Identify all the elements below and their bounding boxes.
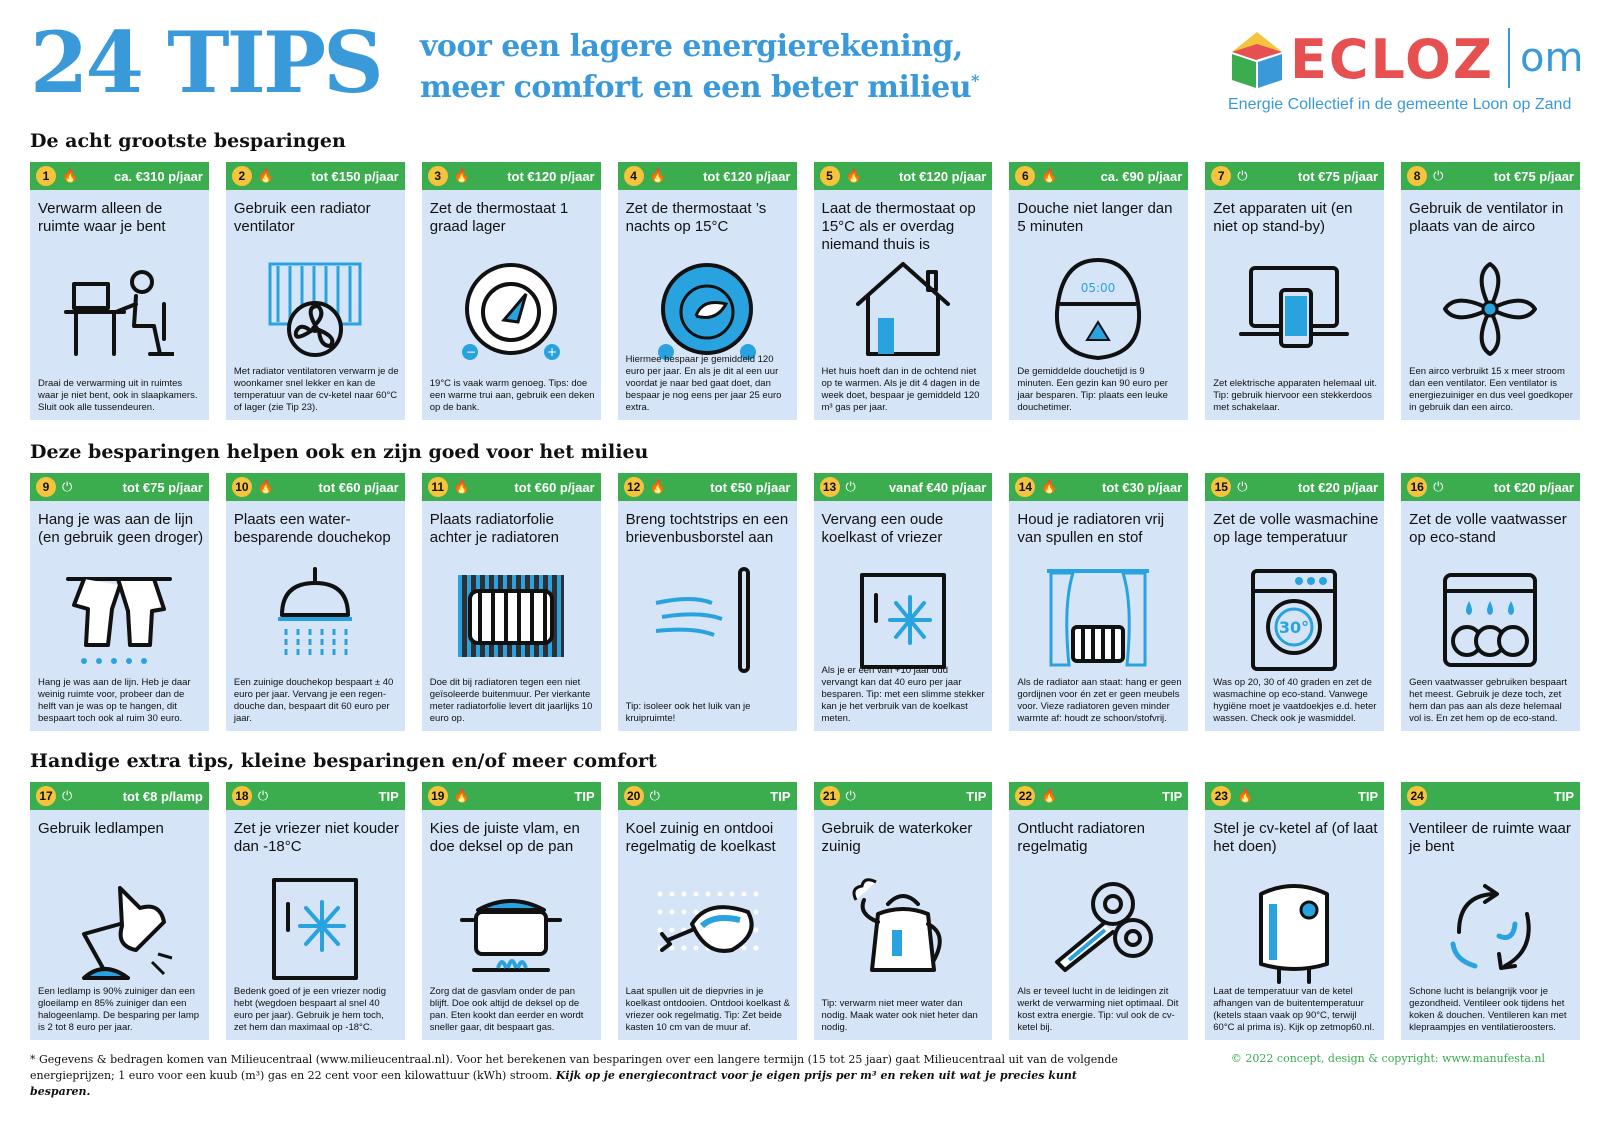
tip-description: Draai de verwarming uit in ruimtes waar je niet bent, ook in slaapkamers. Sluit ook alle tussendeuren.: [38, 378, 198, 413]
tip-title: Stel je cv-ketel af (of laat het doen): [1213, 820, 1378, 855]
tip-saving: vanaf €40 p/jaar: [888, 479, 987, 495]
tip-header: [30, 473, 209, 501]
tip-card-13: [814, 473, 993, 731]
freezer-illustration: [260, 874, 370, 984]
section-title: Deze besparingen helpen ook en zijn goed voor het milieu: [30, 441, 649, 463]
tip-header: [422, 782, 601, 810]
washing-machine-illustration: [1239, 565, 1349, 675]
tip-number: 13: [820, 477, 840, 497]
subtitle-line-1: voor een lagere energierekening,: [420, 29, 963, 64]
frozen-drumstick-illustration: [652, 874, 762, 984]
svg-text:+: +: [546, 345, 557, 359]
tip-header: [30, 782, 209, 810]
tip-saving: TIP: [574, 788, 595, 804]
header: [0, 0, 1600, 130]
ecloz-logo: [1228, 26, 1584, 126]
tip-card-6: [1009, 162, 1188, 420]
tip-header: [1009, 473, 1188, 501]
main-title: 24 TIPS: [30, 13, 381, 112]
house-illustration: [848, 254, 958, 364]
tip-number: 20: [624, 786, 644, 806]
tip-number: 2: [232, 166, 252, 186]
tip-title: Plaats een water-besparende douchekop: [233, 511, 391, 546]
footnote: [30, 1052, 1140, 1100]
tip-number: 7: [1211, 166, 1231, 186]
tip-description: Met radiator ventilatoren verwarm je de woonkamer snel lekker en kan de temperatuur van de cv-ketel naar 60°C of lager (zie Tip 23).: [233, 366, 399, 413]
tip-number: 5: [820, 166, 840, 186]
tip-title: Gebruik een radiator ventilator: [233, 200, 371, 235]
thermostat-illustration: [456, 254, 566, 364]
plug-icon: ⏻: [1433, 479, 1444, 494]
tip-header: [814, 473, 993, 501]
tip-description: Tip: isoleer ook het luik van je kruipruimte!: [625, 701, 751, 724]
footnote-mark: *: [971, 71, 979, 90]
tip-card-16: [1401, 473, 1580, 731]
ventilation-arrows-illustration: [1435, 874, 1545, 984]
tip-description: Als je er één van +10 jaar oud vervangt kan dat 40 euro per jaar besparen. Tip: met een slimme stekker kan je het verbruik van de koelkast meten.: [821, 665, 985, 724]
desk-lamp-illustration: [64, 874, 174, 984]
tip-saving: tot €120 p/jaar: [703, 168, 791, 184]
tip-number: 15: [1211, 477, 1231, 497]
tip-saving: ca. €90 p/jaar: [1100, 168, 1183, 184]
kettle-illustration: [848, 874, 958, 984]
tip-header: [30, 162, 209, 190]
tip-card-22: [1009, 782, 1188, 1040]
tip-description: Bedenk goed of je een vriezer nodig hebt (wegdoen bespaart al snel 40 euro per jaar). Gebruik je hem toch, zet hem dan maximaal op -18°C.: [233, 986, 386, 1033]
plug-icon: ⏻: [649, 788, 660, 803]
tip-card-12: [618, 473, 797, 731]
tip-number: 4: [624, 166, 644, 186]
tip-title: Koel zuinig en ontdooi regelmatig de koelkast: [625, 820, 776, 855]
dishwasher-illustration: [1435, 565, 1545, 675]
tip-number: 9: [36, 477, 56, 497]
tip-header: [1009, 782, 1188, 810]
timer-readout: 05:00: [1081, 281, 1116, 295]
flame-icon: 🔥: [257, 479, 275, 494]
tip-number: 24: [1407, 786, 1427, 806]
boiler-illustration: [1239, 874, 1349, 984]
tip-header: [1401, 782, 1580, 810]
tip-saving: tot €20 p/jaar: [1493, 479, 1574, 495]
tip-description: Als de radiator aan staat: hang er geen gordijnen voor én zet er geen meubels voor. Vieze radiatoren geven minder warmte af: houdt ze schoon/stofvrij.: [1017, 677, 1182, 724]
tip-saving: tot €120 p/jaar: [507, 168, 595, 184]
flame-icon: 🔥: [1237, 788, 1254, 803]
tip-description: Een ledlamp is 90% zuiniger dan een gloeilamp en 85% zuiniger dan een halogeenlamp. De besparing per lamp is 2 tot 8 euro per jaar.: [38, 986, 200, 1033]
tip-description: Laat de temperatuur van de ketel afhangen van de buitentemperatuur (ketels staan vaak op 90°C, terwijl 60°C al prima is). Kijk op zetmop60.nl.: [1213, 986, 1375, 1033]
shower-head-illustration: [260, 565, 370, 675]
tip-card-23: [1205, 782, 1384, 1040]
tips-grid-1: [30, 162, 1580, 420]
tip-header: [618, 782, 797, 810]
tip-header: [1205, 473, 1384, 501]
tip-description: Hang je was aan de lijn. Heb je daar weinig ruimte voor, probeer dan de helft van je was op te hangen, dit bespaart toch ook al ruim 30 euro.: [38, 677, 191, 724]
tip-card-20: [618, 782, 797, 1040]
tip-header: [226, 162, 405, 190]
tip-card-14: [1009, 473, 1188, 731]
tip-number: 22: [1015, 786, 1035, 806]
tip-card-2: [226, 162, 405, 420]
tip-card-4: [618, 162, 797, 420]
tip-card-5: [814, 162, 993, 420]
tip-title: Laat de thermostaat op 15°C als er overdag niemand thuis is: [821, 200, 976, 253]
flame-icon: 🔥: [649, 479, 666, 494]
tip-header: [814, 782, 993, 810]
tip-header: [1009, 162, 1188, 190]
tip-title: Zet de thermostaat ’s nachts op 15°C: [625, 200, 767, 235]
tip-title: Zet je vriezer niet kouder dan -18°C: [233, 820, 399, 855]
tip-description: Geen vaatwasser gebruiken bespaart het meest. Gebruik je deze toch, zet hem dan pas aan als deze helemaal vol is. En zet hem op de eco-stand.: [1409, 677, 1568, 724]
tip-title: Gebruik de ventilator in plaats van de airco: [1409, 200, 1564, 235]
plug-icon: ⏻: [1433, 168, 1444, 183]
tip-description: De gemiddelde douchetijd is 9 minuten. Een gezin kan 90 euro per jaar besparen. Tip: plaats een leuke douchetimer.: [1017, 366, 1168, 413]
tip-card-11: [422, 473, 601, 731]
section-title: Handige extra tips, kleine besparingen en/of meer comfort: [30, 750, 657, 772]
tip-card-9: [30, 473, 209, 731]
plug-icon: ⏻: [62, 479, 73, 494]
subtitle: [420, 30, 979, 105]
logo-wordmark: ECLOZ: [1290, 28, 1495, 91]
tip-saving: tot €60 p/jaar: [514, 479, 595, 495]
tip-number: 10: [232, 477, 252, 497]
tip-card-7: [1205, 162, 1384, 420]
tip-number: 1: [36, 166, 56, 186]
flame-icon: 🔥: [257, 168, 275, 183]
tips-grid-3: [30, 782, 1580, 1040]
plug-icon: ⏻: [845, 788, 856, 803]
plug-icon: ⏻: [62, 788, 73, 803]
tip-saving: tot €75 p/jaar: [122, 479, 203, 495]
tip-title: Kies de juiste vlam, en doe deksel op de pan: [429, 820, 580, 855]
tip-title: Zet apparaten uit (en niet op stand-by): [1213, 200, 1353, 235]
tip-header: [226, 473, 405, 501]
logo-suffix: om: [1508, 28, 1583, 88]
footnote-emphasis: Kijk op je energiecontract voor je eigen prijs per m³ en reken uit wat je precies kunt besparen.: [30, 1069, 1077, 1098]
tip-saving: TIP: [1162, 788, 1183, 804]
tip-title: Zet de thermostaat 1 graad lager: [429, 200, 569, 235]
tip-card-21: [814, 782, 993, 1040]
tip-saving: tot €75 p/jaar: [1493, 168, 1574, 184]
tip-card-17: [30, 782, 209, 1040]
tip-header: [422, 473, 601, 501]
tip-saving: TIP: [770, 788, 791, 804]
tip-saving: tot €8 p/lamp: [122, 788, 203, 804]
house-logo-icon: [1228, 28, 1286, 90]
tip-header: [1205, 162, 1384, 190]
tip-description: Een zuinige douchekop bespaart ± 40 euro per jaar. Vervang je een regen-douche dan, bespaart dit 60 euro per jaar.: [233, 677, 394, 724]
tip-description: Hiermee bespaar je gemiddeld 120 euro per jaar. En als je dit al een uur voordat je naar bed gaat doet, dan bespaar je nog eens per jaar 25 euro extra.: [625, 354, 782, 413]
tip-title: Breng tochtstrips en een brievenbusborstel aan: [625, 511, 789, 546]
tip-saving: TIP: [1553, 788, 1574, 804]
tip-saving: tot €75 p/jaar: [1297, 168, 1379, 184]
tip-title: Hang je was aan de lijn (en gebruik geen droger): [38, 511, 204, 546]
tip-card-18: [226, 782, 405, 1040]
tip-description: 19°C is vaak warm genoeg. Tips: doe een warme trui aan, gebruik een deken op de bank.: [429, 378, 595, 413]
tip-saving: tot €50 p/jaar: [710, 479, 791, 495]
tip-number: 17: [36, 786, 56, 806]
tip-card-10: [226, 473, 405, 731]
flame-icon: 🔥: [1041, 479, 1058, 494]
tip-card-3: [422, 162, 601, 420]
flame-icon: 🔥: [453, 479, 470, 494]
tip-header: [814, 162, 993, 190]
person-at-desk-illustration: [64, 254, 174, 364]
tip-card-8: [1401, 162, 1580, 420]
tip-description: Het huis hoeft dan in de ochtend niet op te warmen. Als je dit 4 dagen in de week doet, bespaar je gemiddeld 120 m³ gas per jaar.: [821, 366, 980, 413]
fridge-illustration: [848, 565, 958, 675]
tip-saving: ca. €310 p/jaar: [113, 168, 203, 184]
plug-icon: ⏻: [845, 479, 856, 494]
tip-title: Verwarm alleen de ruimte waar je bent: [38, 200, 166, 235]
bleed-key-illustration: [1043, 874, 1153, 984]
tip-card-1: [30, 162, 209, 420]
tip-saving: TIP: [378, 788, 399, 804]
radiator-fan-illustration: [260, 254, 370, 364]
tip-number: 12: [624, 477, 644, 497]
laundry-line-illustration: [64, 565, 174, 675]
tip-card-24: [1401, 782, 1580, 1040]
tip-number: 16: [1407, 477, 1427, 497]
tip-description: Was op 20, 30 of 40 graden en zet de wasmachine op eco-stand. Vanwege hygiëne moet je vaatdoekjes e.d. heter wassen. Check ook je wasmiddel.: [1213, 677, 1377, 724]
tip-number: 14: [1015, 477, 1035, 497]
tip-description: Doe dit bij radiatoren tegen een niet geïsoleerde buitenmuur. Per vierkante meter radiatorfolie levert dit jaarlijks 10 euro op.: [429, 677, 593, 724]
tip-description: Tip: verwarm niet meer water dan nodig. Maak water ook niet heter dan nodig.: [821, 998, 978, 1033]
tip-card-19: [422, 782, 601, 1040]
tip-title: Zet de volle vaatwasser op eco-stand: [1409, 511, 1567, 546]
subtitle-line-2: meer comfort en een beter milieu: [420, 70, 972, 105]
tip-saving: tot €20 p/jaar: [1297, 479, 1379, 495]
tip-header: [618, 162, 797, 190]
flame-icon: 🔥: [1041, 168, 1058, 183]
plug-icon: ⏻: [1237, 168, 1248, 183]
tip-header: [1205, 782, 1384, 810]
tip-description: Zorg dat de gasvlam onder de pan blijft. Doe ook altijd de deksel op de pan. Eten kookt dan eerder en wordt sneller gaar, dit bespaart gas.: [429, 986, 584, 1033]
tip-header: [1401, 473, 1580, 501]
tip-description: Zet elektrische apparaten helemaal uit. Tip: gebruik hiervoor een stekkerdoos met schakelaar.: [1213, 378, 1377, 413]
shower-timer-illustration: [1043, 254, 1153, 364]
tip-title: Houd je radiatoren vrij van spullen en stof: [1017, 511, 1165, 546]
tip-number: 21: [820, 786, 840, 806]
flame-icon: 🔥: [453, 168, 470, 183]
tip-description: Laat spullen uit de diepvries in je koelkast ontdooien. Ontdooi koelkast & vriezer ook regelmatig. Tip: Zet beide kasten 10 cm van de muur af.: [625, 986, 790, 1033]
laptop-phone-illustration: [1239, 254, 1349, 364]
tip-title: Zet de volle wasmachine op lage temperatuur: [1213, 511, 1379, 546]
section-title: De acht grootste besparingen: [30, 130, 346, 152]
tip-title: Ontlucht radiatoren regelmatig: [1017, 820, 1145, 855]
tip-title: Gebruik ledlampen: [38, 820, 164, 837]
flame-icon: 🔥: [453, 788, 470, 803]
plug-icon: ⏻: [257, 788, 269, 803]
tip-header: [618, 473, 797, 501]
tip-card-15: [1205, 473, 1384, 731]
flame-icon: 🔥: [1041, 788, 1058, 803]
tip-number: 8: [1407, 166, 1427, 186]
tip-saving: tot €60 p/jaar: [318, 479, 399, 495]
tip-number: 19: [428, 786, 448, 806]
tip-title: Ventileer de ruimte waar je bent: [1409, 820, 1571, 855]
flame-icon: 🔥: [845, 168, 862, 183]
tip-header: [1401, 162, 1580, 190]
thermostat-blue-illustration: [652, 254, 762, 364]
tip-saving: tot €120 p/jaar: [898, 168, 987, 184]
tip-saving: TIP: [966, 788, 987, 804]
pan-on-flame-illustration: [456, 874, 566, 984]
copyright: © 2022 concept, design & copyright: www.manufesta.nl: [1230, 1052, 1545, 1065]
svg-text:−: −: [465, 345, 476, 359]
radiator-foil-illustration: [456, 565, 566, 675]
logo-tagline: Energie Collectief in de gemeente Loon op Zand: [1228, 96, 1572, 113]
tip-number: 18: [232, 786, 252, 806]
tip-header: [226, 782, 405, 810]
tip-description: Als er teveel lucht in de leidingen zit werkt de verwarming niet optimaal. Dit kost extra energie. Tip: vul ook de cv-ketel bij.: [1017, 986, 1179, 1033]
flame-icon: 🔥: [62, 168, 79, 183]
tip-saving: tot €150 p/jaar: [311, 168, 399, 184]
flame-icon: 🔥: [649, 168, 666, 183]
plug-icon: ⏻: [1237, 479, 1248, 494]
tip-header: [422, 162, 601, 190]
footnote-text: * Gegevens & bedragen komen van Milieucentraal (www.milieucentraal.nl). Voor het berekenen van besparingen over een langere termijn (15 tot 25 jaar) gaat Milieucentraal uit van de volgende energieprijzen; 1 euro voor een kuub (m³) gas en 22 cent voor een kilowattuur (kWh) stroom.: [30, 1053, 1118, 1082]
tip-description: Schone lucht is belangrijk voor je gezondheid. Ventileer ook tijdens het koken & douchen. Ventileren kan met klepraampjes en ventilatieroosters.: [1409, 986, 1567, 1033]
fan-illustration: [1435, 254, 1545, 364]
draught-strip-illustration: [652, 565, 762, 675]
tip-saving: TIP: [1357, 788, 1379, 804]
tip-number: 23: [1211, 786, 1231, 806]
tip-title: Douche niet langer dan 5 minuten: [1017, 200, 1173, 235]
tip-title: Plaats radiatorfolie achter je radiatoren: [429, 511, 559, 546]
tip-saving: tot €30 p/jaar: [1102, 479, 1183, 495]
tip-number: 11: [428, 477, 448, 497]
tip-title: Vervang een oude koelkast of vriezer: [821, 511, 944, 546]
tip-description: Een airco verbruikt 15 x meer stroom dan een ventilator. Een ventilator is energiezuiniger en dus veel goedkoper in gebruik dan een airco.: [1409, 366, 1573, 413]
tip-title: Gebruik de waterkoker zuinig: [821, 820, 973, 855]
tips-grid-2: [30, 473, 1580, 731]
tip-number: 6: [1015, 166, 1035, 186]
curtains-radiator-illustration: [1043, 565, 1153, 675]
temperature-label: 30°: [1279, 618, 1310, 637]
tip-number: 3: [428, 166, 448, 186]
